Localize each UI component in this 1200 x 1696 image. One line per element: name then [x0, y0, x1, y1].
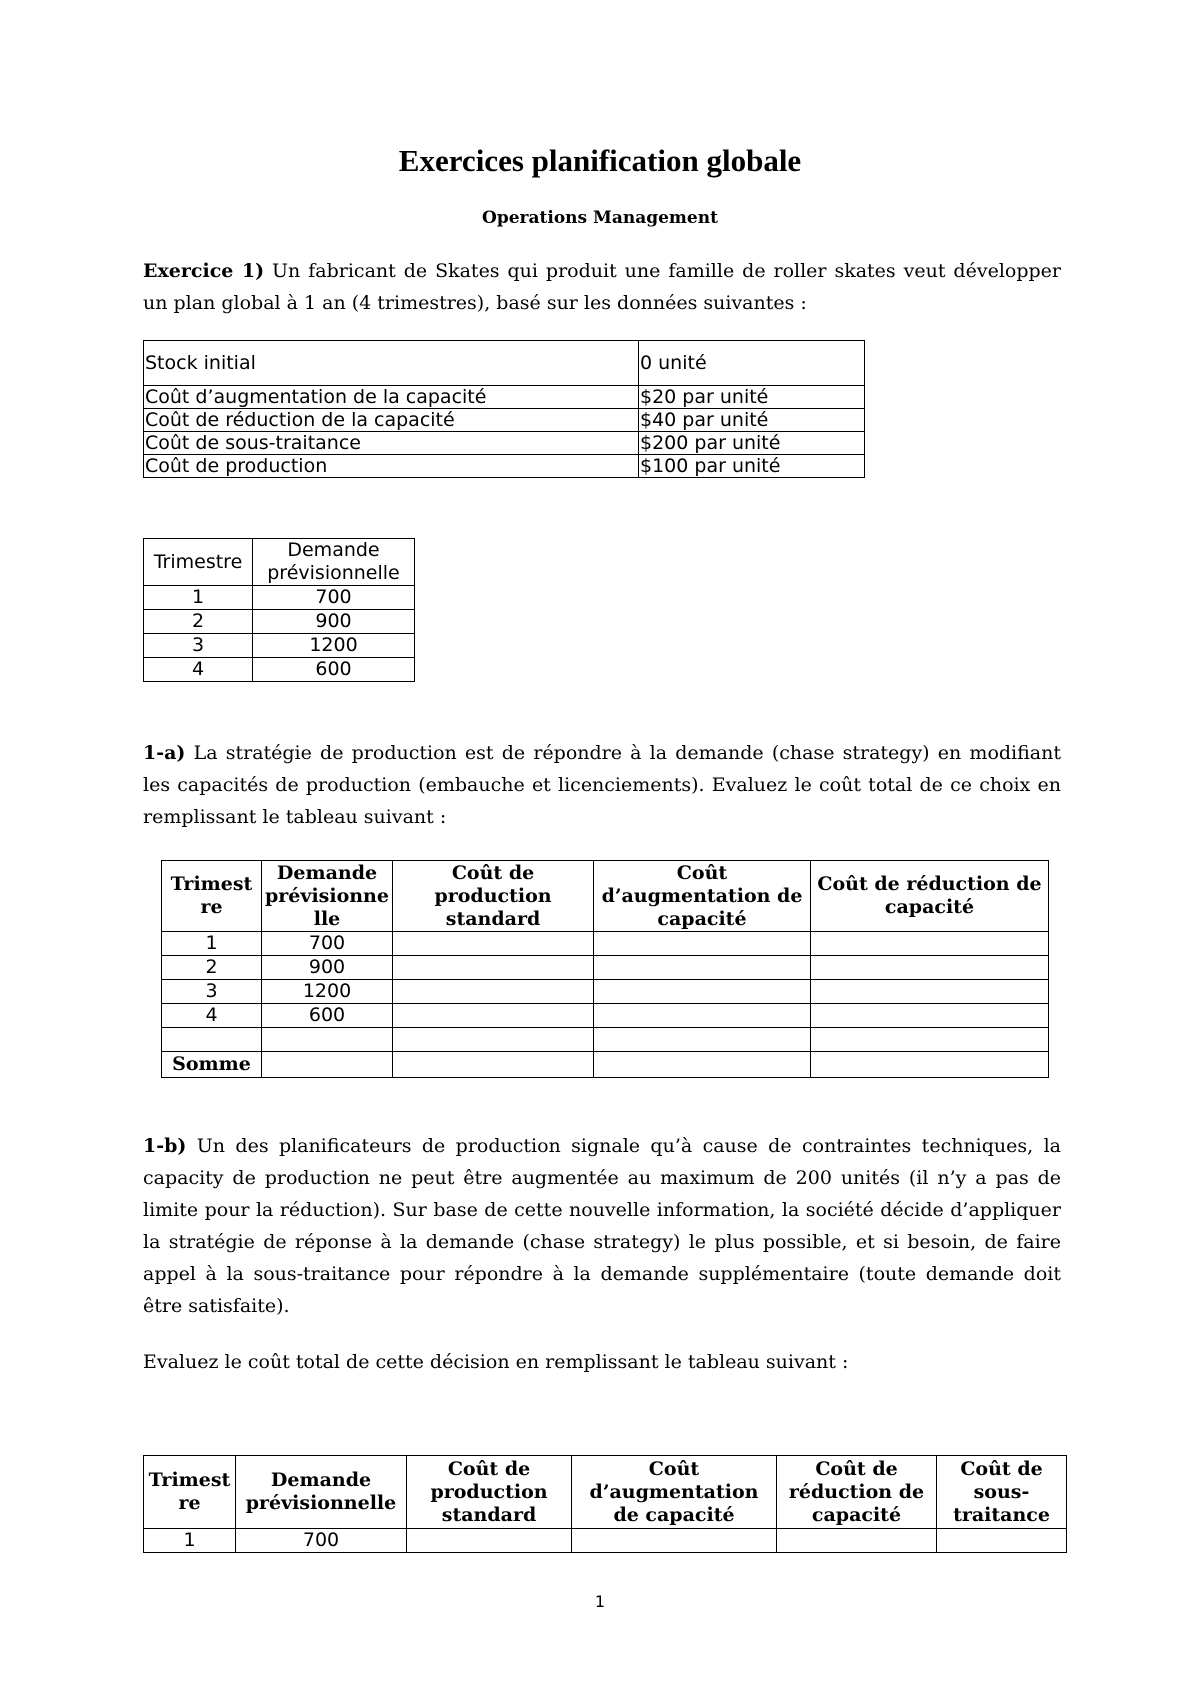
table-row — [144, 634, 415, 658]
cell-empty — [594, 1052, 811, 1078]
cell-trimestre: 1 — [144, 1529, 236, 1553]
cell-trimestre: 1 — [144, 586, 253, 610]
q1b-label: 1-b) — [143, 1135, 187, 1157]
table-row — [162, 1028, 1049, 1052]
parameters-table — [143, 340, 865, 478]
chase-strategy-table — [161, 860, 1049, 1078]
table-header-row — [144, 539, 415, 586]
question-1b-instruction: Evaluez le coût total de cette décision en remplissant le tableau suivant : — [143, 1351, 849, 1373]
param-value: $20 par unité — [639, 386, 865, 409]
document-subtitle: Operations Management — [482, 208, 718, 228]
cell-empty — [594, 980, 811, 1004]
header-cout-augmentation: Coût d’augmentation de capacité — [572, 1456, 777, 1529]
cell-empty — [811, 1052, 1049, 1078]
cell-empty — [594, 1004, 811, 1028]
table-row — [144, 610, 415, 634]
cell-empty — [594, 956, 811, 980]
cell-empty — [572, 1529, 777, 1553]
header-trimestre: Trimest re — [162, 861, 262, 932]
cell-empty — [777, 1529, 937, 1553]
cell-empty — [262, 1028, 393, 1052]
subcontracting-table — [143, 1455, 1067, 1553]
cell-demande: 900 — [253, 610, 415, 634]
table-row — [144, 409, 865, 432]
cell-empty — [393, 1028, 594, 1052]
param-label: Coût de production — [144, 455, 639, 478]
header-demande: Demande prévisionnelle — [236, 1456, 407, 1529]
param-value: $40 par unité — [639, 409, 865, 432]
table-row — [144, 432, 865, 455]
cell-empty — [594, 1028, 811, 1052]
table-row — [144, 455, 865, 478]
cell-empty — [594, 932, 811, 956]
cell-empty — [407, 1529, 572, 1553]
cell-empty — [393, 956, 594, 980]
demand-table — [143, 538, 415, 682]
cell-demande: 700 — [236, 1529, 407, 1553]
cell-demande: 600 — [253, 658, 415, 682]
header-cout-augmentation: Coût d’augmentation de capacité — [594, 861, 811, 932]
cell-demande: 700 — [262, 932, 393, 956]
cell-empty — [811, 1004, 1049, 1028]
table-row — [144, 658, 415, 682]
header-cout-production: Coût de production standard — [407, 1456, 572, 1529]
cell-empty — [393, 932, 594, 956]
cell-trimestre: 4 — [144, 658, 253, 682]
cell-demande: 600 — [262, 1004, 393, 1028]
cell-trimestre: 2 — [162, 956, 262, 980]
sum-row — [162, 1052, 1049, 1078]
param-label: Stock initial — [144, 341, 639, 386]
cell-empty — [811, 1028, 1049, 1052]
param-value: 0 unité — [639, 341, 865, 386]
cell-empty — [162, 1028, 262, 1052]
cell-demande: 900 — [262, 956, 393, 980]
table-row — [162, 956, 1049, 980]
cell-demande: 1200 — [253, 634, 415, 658]
cell-trimestre: 3 — [144, 634, 253, 658]
cell-demande: 1200 — [262, 980, 393, 1004]
q1b-text: Un des planificateurs de production signale qu’à cause de contraintes techniques, la capacity de production ne peut être augmentée au maximum de 200 unités (il n’y a pas de limite pour la réduction). Sur base de cette nouvelle information, la société décide d’appliquer la stratégie de réponse à la demande (chase strategy) le plus possible, et si besoin, de faire appel à la sous-traitance pour répondre à la demande supplémentaire (toute demande doit être satisfaite). — [143, 1135, 1061, 1317]
header-demande: Demande prévisionne lle — [262, 861, 393, 932]
q1a-text: La stratégie de production est de répondre à la demande (chase strategy) en modifiant les capacités de production (embauche et licenciements). Evaluez le coût total de ce choix en remplissant le tableau suivant : — [143, 742, 1061, 828]
question-1a — [143, 737, 1061, 833]
cell-empty — [393, 1004, 594, 1028]
param-label: Coût de réduction de la capacité — [144, 409, 639, 432]
header-cout-reduction: Coût de réduction de capacité — [777, 1456, 937, 1529]
header-trimestre: Trimest re — [144, 1456, 236, 1529]
q1a-label: 1-a) — [143, 742, 186, 764]
exercise1-text: Un fabricant de Skates qui produit une famille de roller skates veut développer un plan global à 1 an (4 trimestres), basé sur les données suivantes : — [143, 260, 1061, 314]
cell-trimestre: 4 — [162, 1004, 262, 1028]
table-row — [144, 586, 415, 610]
page-number: 1 — [594, 1592, 606, 1611]
table-row — [144, 341, 865, 386]
cell-empty — [393, 1052, 594, 1078]
cell-trimestre: 1 — [162, 932, 262, 956]
exercise1-label: Exercice 1) — [143, 260, 265, 282]
cell-empty — [811, 980, 1049, 1004]
cell-empty — [393, 980, 594, 1004]
table-row — [162, 1004, 1049, 1028]
param-label: Coût de sous-traitance — [144, 432, 639, 455]
param-label: Coût d’augmentation de la capacité — [144, 386, 639, 409]
table-row — [144, 1529, 1067, 1553]
param-value: $100 par unité — [639, 455, 865, 478]
param-value: $200 par unité — [639, 432, 865, 455]
cell-demande: 700 — [253, 586, 415, 610]
table-row — [162, 932, 1049, 956]
table-header-row — [162, 861, 1049, 932]
cell-empty — [811, 932, 1049, 956]
header-cout-sous-traitance: Coût de sous-traitance — [937, 1456, 1067, 1529]
header-cout-reduction: Coût de réduction de capacité — [811, 861, 1049, 932]
sum-label: Somme — [162, 1052, 262, 1078]
cell-empty — [937, 1529, 1067, 1553]
header-cout-production: Coût de production standard — [393, 861, 594, 932]
cell-empty — [811, 956, 1049, 980]
table-header-row — [144, 1456, 1067, 1529]
table-row — [162, 980, 1049, 1004]
document-title: Exercices planification globale — [398, 143, 802, 178]
cell-empty — [262, 1052, 393, 1078]
question-1b — [143, 1130, 1061, 1322]
exercise1-intro — [143, 255, 1061, 319]
header-trimestre: Trimestre — [144, 539, 253, 586]
cell-trimestre: 2 — [144, 610, 253, 634]
header-demande: Demande prévisionnelle — [253, 539, 415, 586]
table-row — [144, 386, 865, 409]
cell-trimestre: 3 — [162, 980, 262, 1004]
